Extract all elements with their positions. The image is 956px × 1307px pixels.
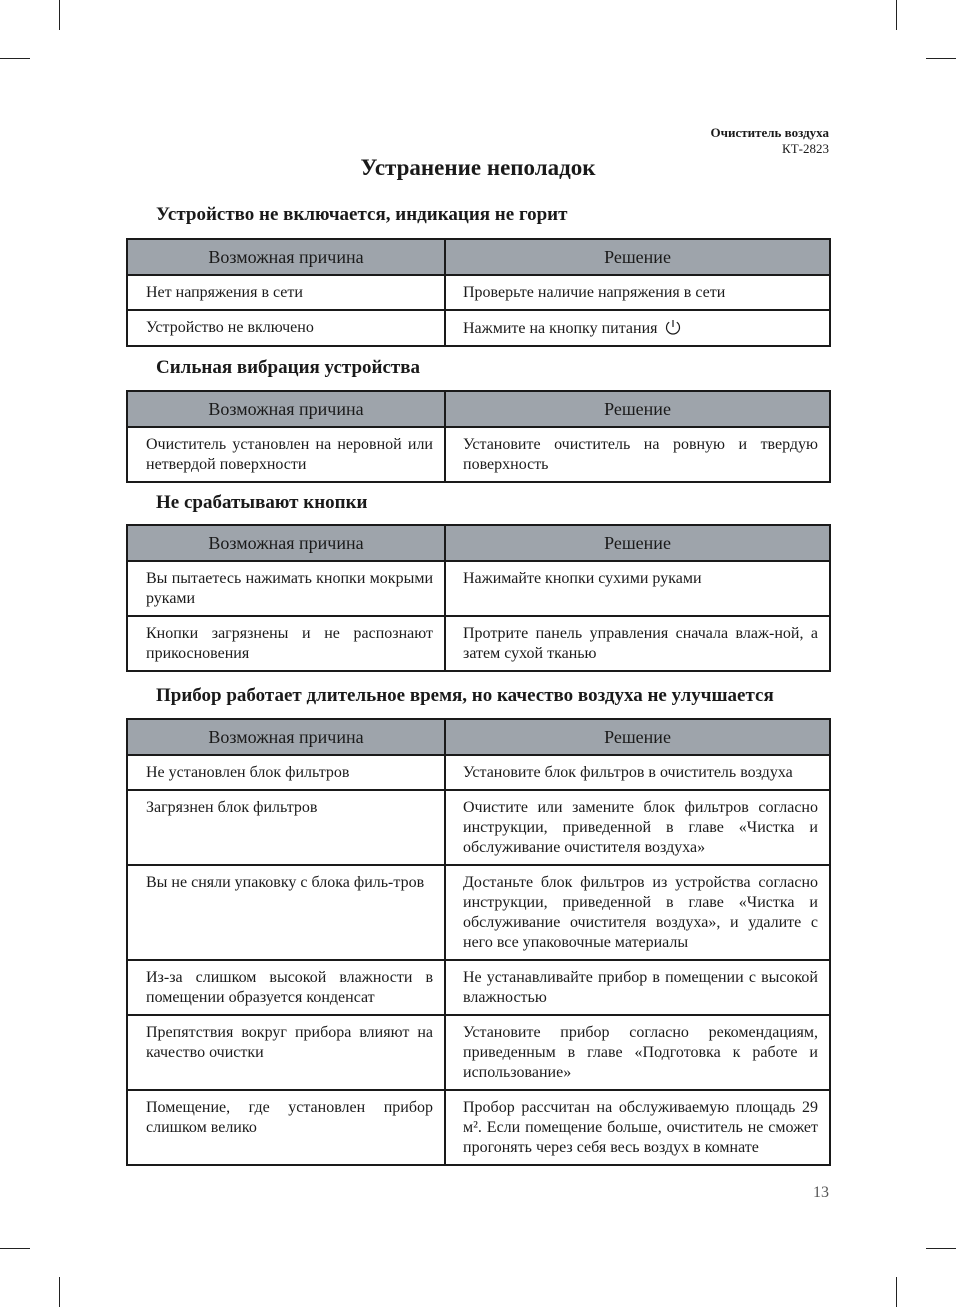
troubleshooting-table: [126, 390, 831, 483]
table-header-row: [127, 391, 830, 427]
cause-cell: Устройство не включено: [127, 310, 445, 346]
cause-cell: Загрязнен блок фильтров: [127, 790, 445, 865]
table-row: [127, 616, 830, 671]
solution-text: Нажмите на кнопку питания: [463, 320, 658, 337]
crop-mark: [896, 1277, 897, 1307]
cause-cell: Кнопки загрязнены и не распознают прикосновения: [127, 616, 445, 671]
crop-mark: [0, 58, 30, 59]
cause-cell: Помещение, где установлен прибор слишком велико: [127, 1090, 445, 1165]
col-cause-header: Возможная причина: [127, 719, 445, 755]
header-model: КТ-2823: [782, 141, 829, 156]
crop-mark: [926, 1248, 956, 1249]
solution-cell: Установите блок фильтров в очиститель воздуха: [445, 755, 830, 790]
section-title: Устройство не включается, индикация не горит: [156, 204, 568, 225]
solution-cell: Пробор рассчитан на обслуживаемую площадь 29 м². Если помещение больше, очиститель не сможет прогонять через себя весь воздух в комнате: [445, 1090, 830, 1165]
solution-cell: Проверьте наличие напряжения в сети: [445, 275, 830, 310]
table-row: [127, 1015, 830, 1090]
section-title: Сильная вибрация устройства: [156, 357, 421, 378]
table-row: [127, 561, 830, 616]
solution-cell: Установите прибор согласно рекомендациям, приведенным в главе «Подготовка к работе и использование»: [445, 1015, 830, 1090]
troubleshooting-table: [126, 718, 831, 1166]
col-solution-header: Решение: [445, 239, 830, 275]
cause-cell: Не установлен блок фильтров: [127, 755, 445, 790]
table-header-row: [127, 719, 830, 755]
crop-mark: [0, 1248, 30, 1249]
troubleshooting-table: [126, 238, 831, 347]
crop-mark: [926, 58, 956, 59]
troubleshooting-table: [126, 524, 831, 672]
header-product: Очиститель воздуха: [710, 125, 829, 140]
solution-cell: Установите очиститель на ровную и твердую поверхность: [445, 427, 830, 482]
crop-mark: [59, 0, 60, 30]
running-header: [711, 125, 829, 157]
table-row: [127, 960, 830, 1015]
solution-cell: Не устанавливайте прибор в помещении с высокой влажностью: [445, 960, 830, 1015]
table-row: [127, 1090, 830, 1165]
table-row: [127, 275, 830, 310]
col-cause-header: Возможная причина: [127, 525, 445, 561]
page-title: Устранение неполадок: [360, 155, 596, 180]
section-title: Прибор работает длительное время, но качество воздуха не улучшается: [156, 685, 774, 706]
table-header-row: [127, 239, 830, 275]
solution-cell: Достаньте блок фильтров из устройства согласно инструкции, приведенной в главе «Чистка и обслуживание очистителя воздуха», и удалите с него все упаковочные материалы: [445, 865, 830, 960]
cause-cell: Нет напряжения в сети: [127, 275, 445, 310]
cause-cell: Вы пытаетесь нажимать кнопки мокрыми руками: [127, 561, 445, 616]
cause-cell: Вы не сняли упаковку с блока филь-тров: [127, 865, 445, 960]
solution-cell: Нажимайте кнопки сухими руками: [445, 561, 830, 616]
table-row: [127, 310, 830, 346]
col-cause-header: Возможная причина: [127, 239, 445, 275]
solution-cell: [445, 310, 830, 346]
table-row: [127, 427, 830, 482]
crop-mark: [896, 0, 897, 30]
col-solution-header: Решение: [445, 719, 830, 755]
solution-cell: Очистите или замените блок фильтров согласно инструкции, приведенной в главе «Чистка и обслуживание очистителя воздуха»: [445, 790, 830, 865]
col-solution-header: Решение: [445, 391, 830, 427]
crop-mark: [59, 1277, 60, 1307]
table-row: [127, 865, 830, 960]
table-row: [127, 790, 830, 865]
power-icon: [664, 318, 682, 336]
solution-cell: Протрите панель управления сначала влаж-ной, а затем сухой тканью: [445, 616, 830, 671]
section-title: Не срабатывают кнопки: [156, 492, 368, 513]
table-row: [127, 755, 830, 790]
cause-cell: Очиститель установлен на неровной или нетвердой поверхности: [127, 427, 445, 482]
col-solution-header: Решение: [445, 525, 830, 561]
cause-cell: Препятствия вокруг прибора влияют на качество очистки: [127, 1015, 445, 1090]
page-number: 13: [813, 1184, 829, 1201]
col-cause-header: Возможная причина: [127, 391, 445, 427]
cause-cell: Из-за слишком высокой влажности в помещении образуется конденсат: [127, 960, 445, 1015]
table-header-row: [127, 525, 830, 561]
